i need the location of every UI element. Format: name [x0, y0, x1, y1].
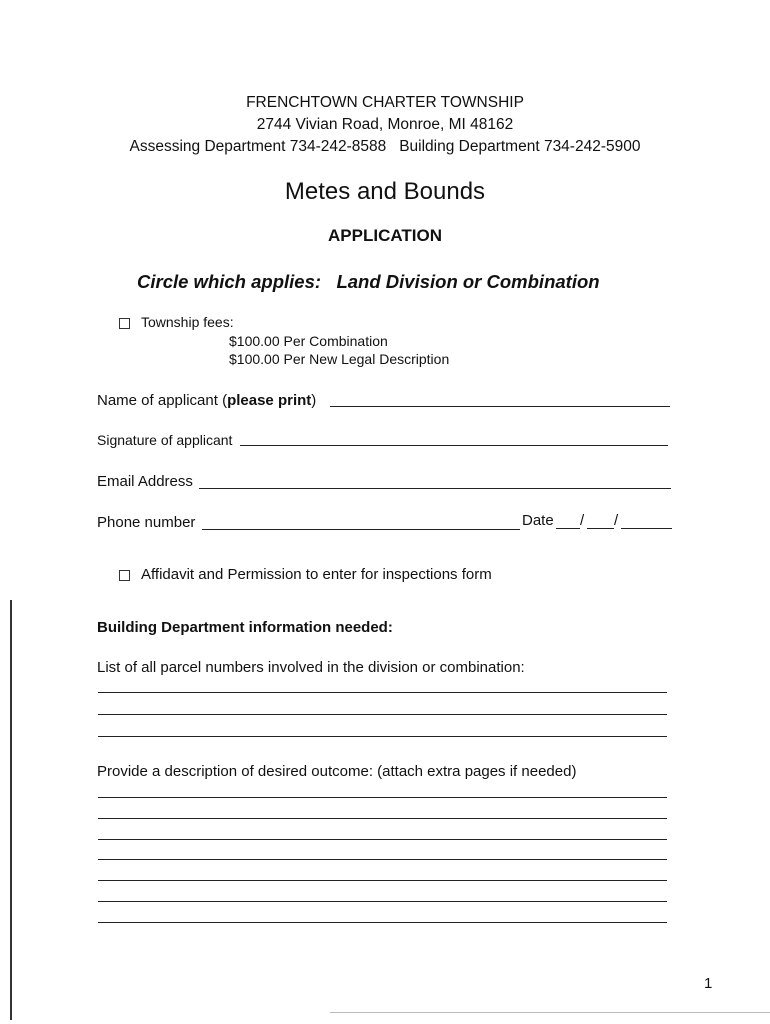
fees-checkbox[interactable] — [119, 318, 130, 329]
description-prompt: Provide a description of desired outcome: (attach extra pages if needed) — [97, 763, 577, 780]
email-label: Email Address — [97, 473, 193, 490]
description-line[interactable] — [98, 839, 667, 840]
date-separator-1: / — [580, 512, 585, 529]
circle-which-applies — [137, 271, 600, 293]
description-line[interactable] — [98, 922, 667, 923]
building-heading: Building Department information needed: — [97, 619, 393, 636]
date-separator-2: / — [614, 512, 619, 529]
date-day-field[interactable] — [587, 528, 614, 529]
org-address: 2744 Vivian Road, Monroe, MI 48162 — [256, 116, 514, 133]
scan-edge-line — [10, 600, 12, 1020]
signature-label: Signature of applicant — [97, 432, 233, 448]
page-number: 1 — [704, 975, 713, 992]
parcel-line[interactable] — [98, 714, 667, 715]
parcel-line[interactable] — [98, 692, 667, 693]
org-name: FRENCHTOWN CHARTER TOWNSHIP — [246, 94, 524, 111]
scan-bottom-line — [330, 1012, 770, 1013]
name-field[interactable] — [330, 406, 670, 407]
signature-field[interactable] — [240, 445, 668, 446]
phone-label: Phone number — [97, 514, 196, 531]
description-line[interactable] — [98, 859, 667, 860]
parcel-line[interactable] — [98, 736, 667, 737]
description-line[interactable] — [98, 818, 667, 819]
parcel-prompt: List of all parcel numbers involved in the division or combination: — [97, 659, 525, 676]
org-phones: Assessing Department 734-242-8588 Building Department 734-242-5900 — [129, 138, 641, 155]
circle-prompt: Circle which applies: — [137, 271, 322, 292]
description-line[interactable] — [98, 901, 667, 902]
fee-legal-description: $100.00 Per New Legal Description — [229, 351, 450, 367]
name-label: Name of applicant (please print) — [97, 392, 317, 409]
affidavit-label: Affidavit and Permission to enter for inspections form — [141, 566, 492, 583]
description-line[interactable] — [98, 880, 667, 881]
date-label: Date — [522, 512, 554, 529]
fees-label: Township fees: — [141, 314, 234, 330]
circle-options[interactable]: Land Division or Combination — [336, 271, 600, 292]
phone-field[interactable] — [202, 529, 520, 530]
fee-combination: $100.00 Per Combination — [229, 333, 388, 349]
form-subtitle: APPLICATION — [328, 226, 442, 245]
description-line[interactable] — [98, 797, 667, 798]
email-field[interactable] — [199, 488, 671, 489]
date-year-field[interactable] — [621, 528, 672, 529]
affidavit-checkbox[interactable] — [119, 570, 130, 581]
form-title: Metes and Bounds — [284, 178, 486, 205]
date-month-field[interactable] — [556, 528, 580, 529]
